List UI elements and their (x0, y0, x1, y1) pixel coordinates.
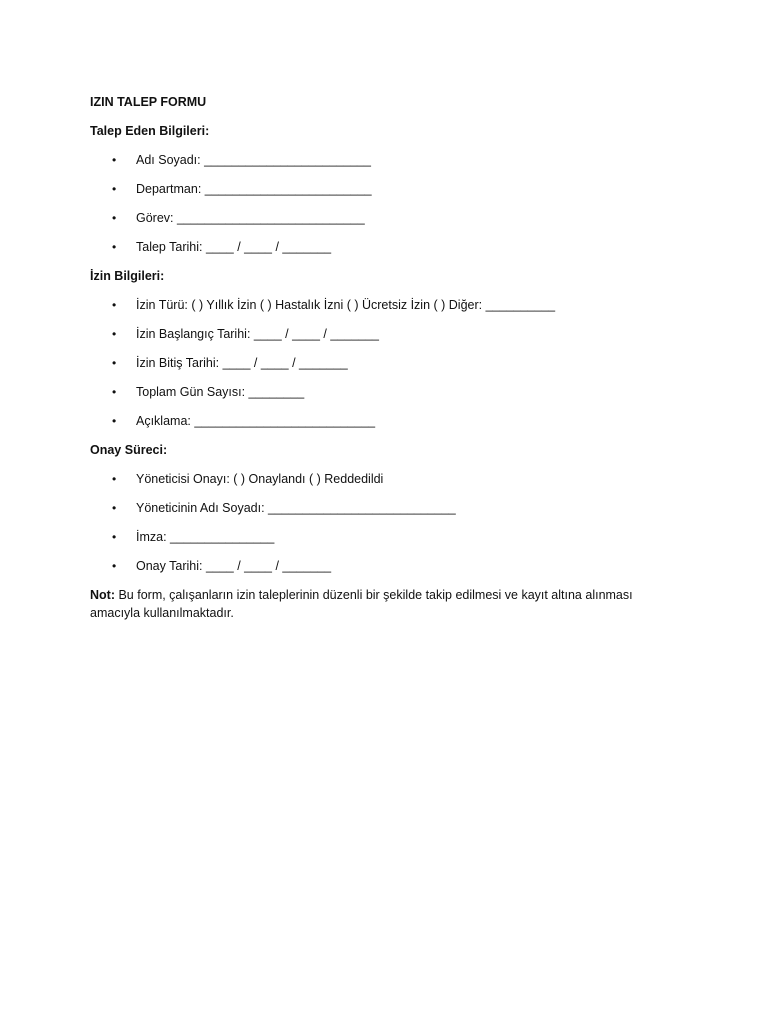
list-item (90, 499, 690, 517)
leave-field-list (90, 296, 690, 430)
note-label: Not: (90, 588, 115, 602)
approval-field-list (90, 470, 690, 575)
section-heading-leave-info: İzin Bilgileri: (90, 269, 165, 283)
field-total-days: Toplam Gün Sayısı: ________ (136, 385, 305, 399)
bullet-icon: • (112, 501, 117, 515)
bullet-icon: • (112, 182, 117, 196)
field-leave-end-date: İzin Bitiş Tarihi: ____ / ____ / _______ (136, 356, 348, 370)
bullet-icon: • (112, 414, 117, 428)
bullet-icon: • (112, 559, 117, 573)
field-manager-approval: Yöneticisi Onayı: ( ) Onaylandı ( ) Reddedildi (136, 472, 384, 486)
field-request-date: Talep Tarihi: ____ / ____ / _______ (136, 240, 332, 254)
footer-note (90, 586, 650, 622)
field-signature: İmza: _______________ (136, 530, 275, 544)
bullet-icon: • (112, 356, 117, 370)
form-title: IZIN TALEP FORMU (90, 95, 207, 109)
list-item (90, 151, 690, 169)
list-item (90, 296, 690, 314)
field-description: Açıklama: __________________________ (136, 414, 376, 428)
field-leave-type: İzin Türü: ( ) Yıllık İzin ( ) Hastalık İzni ( ) Ücretsiz İzin ( ) Diğer: __________ (136, 298, 556, 312)
bullet-icon: • (112, 240, 117, 254)
list-item (90, 325, 690, 343)
field-position: Görev: ___________________________ (136, 211, 365, 225)
field-department: Departman: ________________________ (136, 182, 372, 196)
note-text: Bu form, çalışanların izin taleplerinin düzenli bir şekilde takip edilmesi ve kayıt altına alınması amacıyla kullanılmaktadır. (90, 588, 633, 620)
list-item (90, 412, 690, 430)
bullet-icon: • (112, 530, 117, 544)
list-item (90, 354, 690, 372)
section-heading-approval: Onay Süreci: (90, 443, 168, 457)
list-item (90, 180, 690, 198)
field-approval-date: Onay Tarihi: ____ / ____ / _______ (136, 559, 332, 573)
requester-field-list (90, 151, 690, 256)
field-manager-name: Yöneticinin Adı Soyadı: ___________________________ (136, 501, 456, 515)
list-item (90, 528, 690, 546)
list-item (90, 209, 690, 227)
bullet-icon: • (112, 211, 117, 225)
list-item (90, 470, 690, 488)
bullet-icon: • (112, 472, 117, 486)
list-item (90, 383, 690, 401)
bullet-icon: • (112, 153, 117, 167)
list-item (90, 557, 690, 575)
list-item (90, 238, 690, 256)
bullet-icon: • (112, 298, 117, 312)
bullet-icon: • (112, 385, 117, 399)
field-leave-start-date: İzin Başlangıç Tarihi: ____ / ____ / _______ (136, 327, 379, 341)
field-name-surname: Adı Soyadı: ________________________ (136, 153, 371, 167)
section-heading-requester: Talep Eden Bilgileri: (90, 124, 210, 138)
bullet-icon: • (112, 327, 117, 341)
document-page (90, 93, 690, 622)
